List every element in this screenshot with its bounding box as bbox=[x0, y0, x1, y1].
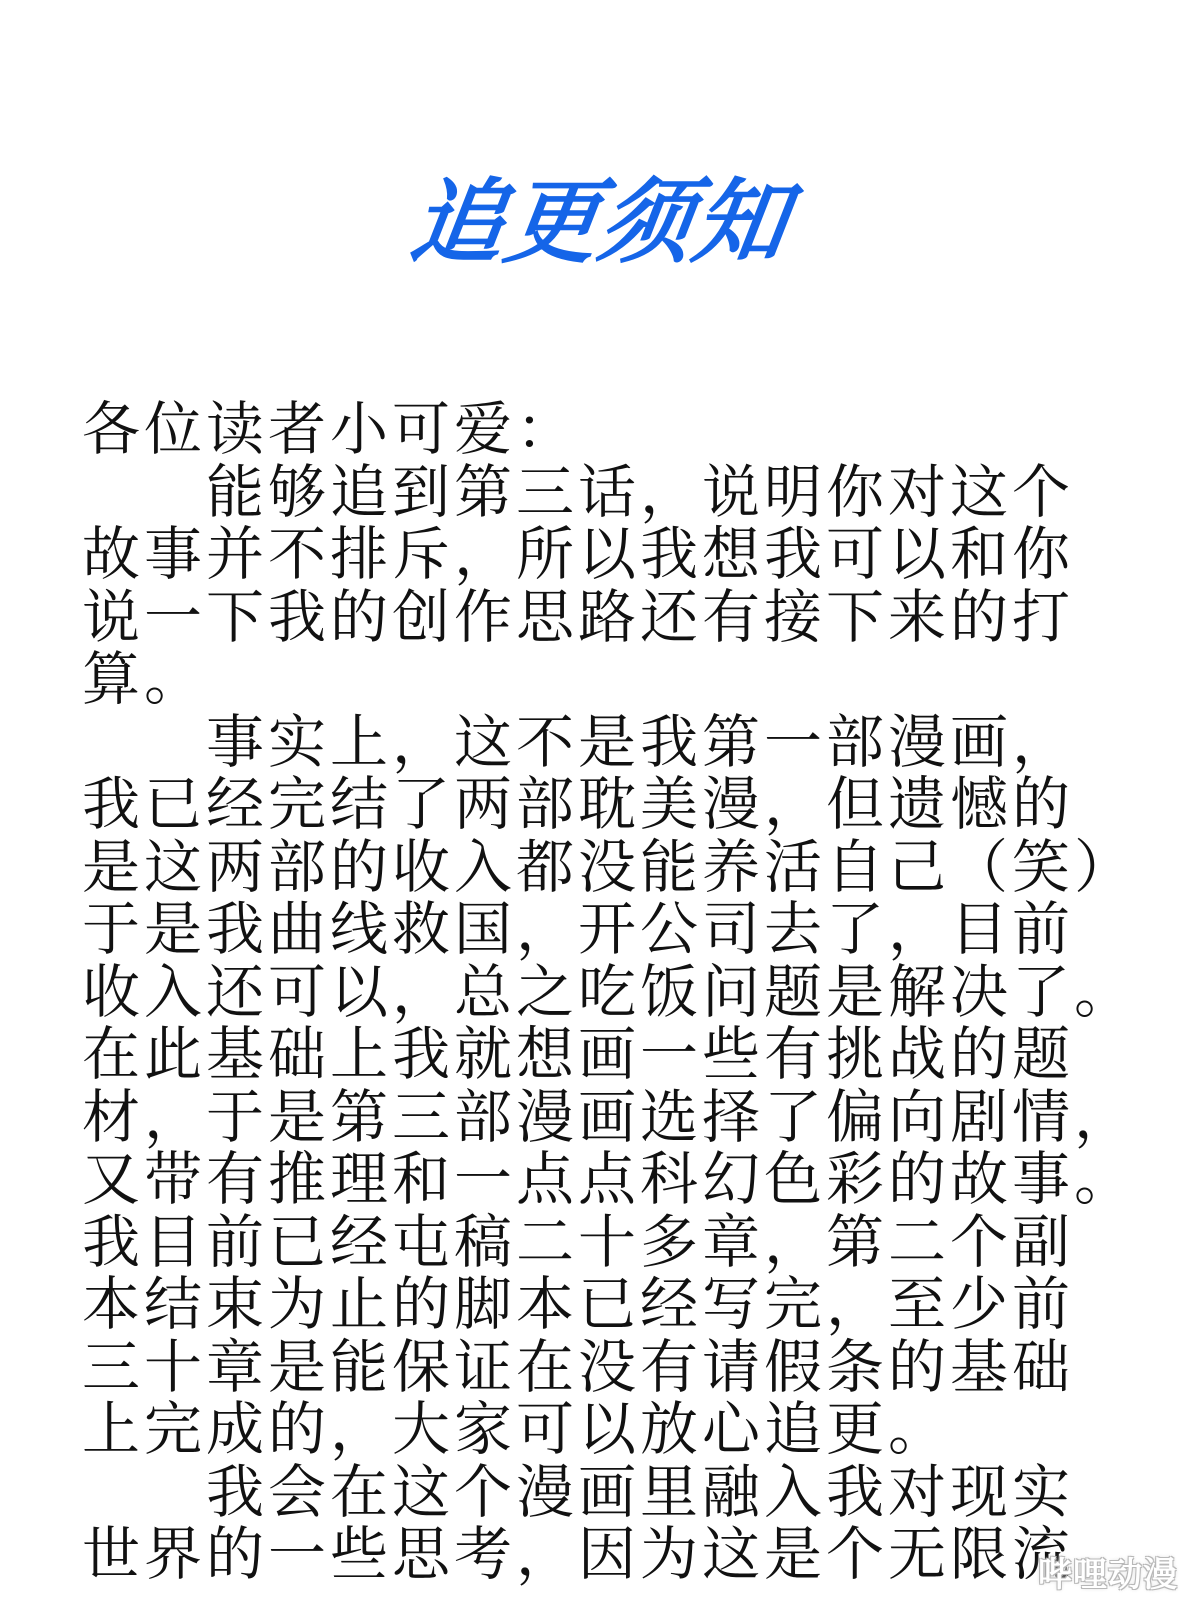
text-line: 在此基础上我就想画一些有挑战的题 bbox=[82, 1020, 1075, 1088]
text-line: 是这两部的收入都没能养活自己（笑） bbox=[82, 832, 1137, 901]
text-line: 事实上，这不是我第一部漫画， bbox=[206, 707, 1075, 776]
text-line: 三十章是能保证在没有请假条的基础 bbox=[82, 1332, 1075, 1401]
text-line: 上完成的，大家可以放心追更。 bbox=[82, 1395, 951, 1463]
text-line: 收入还可以，总之吃饭问题是解决了。 bbox=[82, 957, 1137, 1026]
text-line: 于是我曲线救国，开公司去了，目前 bbox=[82, 895, 1075, 963]
text-line: 世界的一些思考，因为这是个无限流 bbox=[82, 1520, 1075, 1588]
page-title: 追更须知 bbox=[404, 169, 796, 276]
text-line: 我已经完结了两部耽美漫，但遗憾的 bbox=[82, 770, 1075, 838]
text-line: 我目前已经屯稿二十多章，第二个副 bbox=[82, 1207, 1075, 1276]
text-line: 算。 bbox=[82, 645, 207, 713]
text-line: 说一下我的创作思路还有接下来的打 bbox=[82, 582, 1075, 651]
greeting-line: 各位读者小可爱： bbox=[82, 395, 579, 463]
text-line: 故事并不排斥，所以我想我可以和你 bbox=[82, 520, 1075, 588]
text-line: 材，于是第三部漫画选择了偏向剧情， bbox=[82, 1082, 1137, 1151]
text-line: 能够追到第三话，说明你对这个 bbox=[206, 457, 1075, 526]
text-line: 本结束为止的脚本已经写完，至少前 bbox=[82, 1270, 1075, 1338]
text-line: 又带有推理和一点点科幻色彩的故事。 bbox=[82, 1145, 1137, 1213]
text-line: 我会在这个漫画里融入我对现实 bbox=[206, 1457, 1075, 1526]
watermark-logo: 哔哩动漫 bbox=[1038, 1555, 1178, 1595]
